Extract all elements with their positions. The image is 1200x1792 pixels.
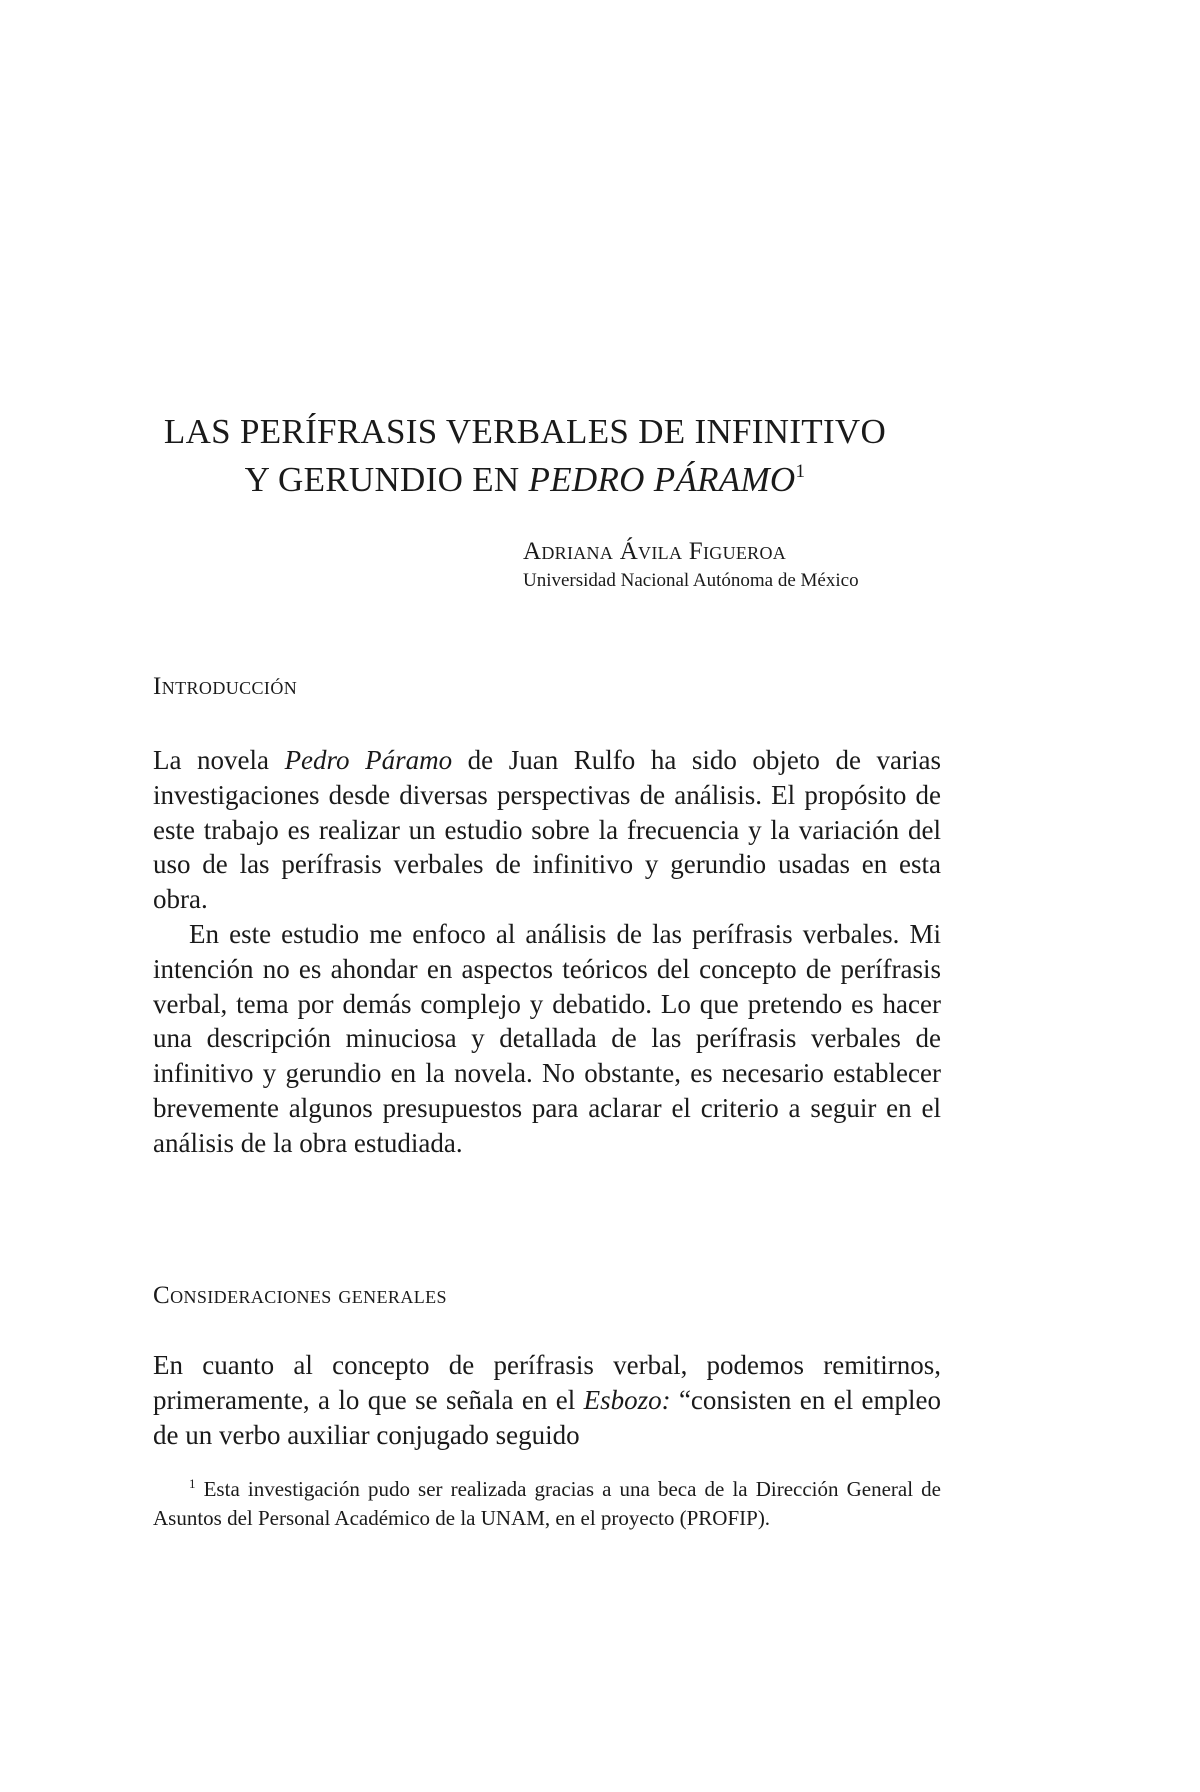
text-run: “consisten en el empleo de un verbo auxiliar conjugado seguido xyxy=(153,1384,941,1450)
paragraph xyxy=(153,743,941,917)
italic-text: Esbozo: xyxy=(583,1384,671,1415)
title-line-1: LAS PERÍFRASIS VERBALES DE INFINITIVO xyxy=(163,412,887,451)
title-line-2-prefix: Y GERUNDIO EN xyxy=(244,460,529,499)
section-body-consideraciones xyxy=(153,1348,941,1452)
author-name: Adriana Ávila Figueroa xyxy=(523,538,787,565)
footnote xyxy=(153,1475,941,1533)
section-heading-introduccion: Introducción xyxy=(153,673,298,700)
paragraph xyxy=(153,1348,941,1452)
text-run: La novela xyxy=(153,745,285,775)
author-affiliation: Universidad Nacional Autónoma de México xyxy=(523,570,859,591)
section-body-introduccion xyxy=(153,743,941,1161)
title-line-2 xyxy=(100,456,950,504)
footnote-text: Esta investigación pudo ser realizada gracias a una beca de la Dirección General de Asuntos del Personal Académico de la UNAM, en el proyecto (PROFIP). xyxy=(153,1477,941,1530)
article-title xyxy=(100,408,950,504)
text-run: de Juan Rulfo ha sido objeto de varias investigaciones desde diversas perspectivas de análisis. El propósito de este trabajo es realizar un estudio sobre la frecuencia y la variación del uso de las perífrasis verbales de infinitivo y gerundio usadas en esta obra. xyxy=(153,745,941,915)
title-novel-name: PEDRO PÁRAMO xyxy=(528,460,796,499)
text-run: En cuanto al concepto de perífrasis verbal, podemos remitirnos, primeramente, a lo que se señala en el xyxy=(153,1350,941,1415)
italic-text: Pedro Páramo xyxy=(284,745,453,775)
footnote-mark: 1 xyxy=(189,1476,196,1491)
paragraph: En este estudio me enfoco al análisis de las perífrasis verbales. Mi intención no es ahondar en aspectos teóricos del concepto de perífrasis verbal, tema por demás complejo y debatido. Lo que pretendo es hacer una descripción minuciosa y detallada de las perífrasis verbales de infinitivo y gerundio en la novela. No obstante, es necesario establecer brevemente algunos presupuestos para aclarar el criterio a seguir en el análisis de la obra estudiada. xyxy=(153,918,941,1158)
title-footnote-mark: 1 xyxy=(795,461,806,482)
section-heading-consideraciones: Consideraciones generales xyxy=(153,1282,447,1309)
